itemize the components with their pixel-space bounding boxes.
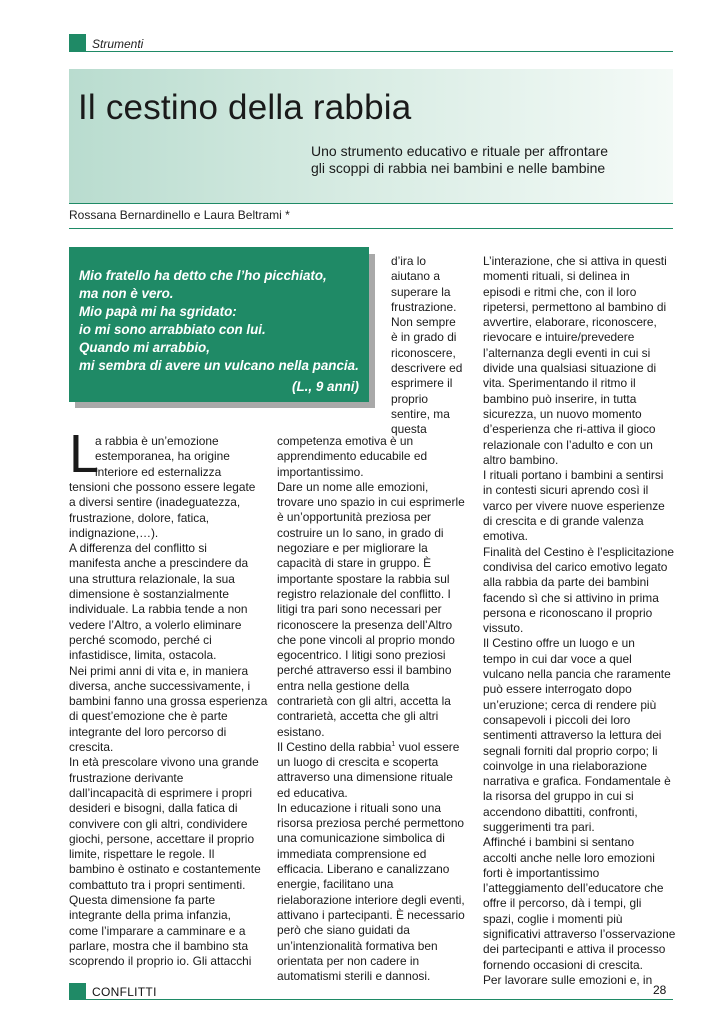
footer-marker bbox=[69, 983, 86, 1000]
column-2-text-b bbox=[277, 755, 472, 984]
text-line: vissuto. bbox=[483, 621, 524, 636]
column-3-text bbox=[483, 254, 675, 988]
quote-signature: (L., 9 anni) bbox=[292, 379, 359, 394]
text-line: frustrazione. bbox=[391, 299, 457, 314]
text-line: superare la bbox=[391, 284, 451, 299]
text-line: Nei primi anni di vita e, in maniera bbox=[69, 663, 249, 678]
text-line: desideri e bisogni, dalla fatica di bbox=[69, 801, 238, 816]
text-line: bambino è ostinato e costantemente bbox=[69, 862, 261, 877]
text-line: d’ira lo bbox=[391, 254, 427, 268]
text-line: immediata comprensione ed bbox=[277, 846, 427, 861]
dropcap-paragraph bbox=[69, 424, 269, 484]
text-line: fornendo occasioni di crescita. bbox=[483, 957, 643, 972]
text-line: divide una qualsiasi situazione di bbox=[483, 361, 657, 376]
text-line: Affinché i bambini si sentano bbox=[483, 835, 635, 850]
text-line: risorsa preziosa perché permettono bbox=[277, 816, 465, 831]
text-line: L’interazione, che si attiva in questi bbox=[483, 254, 667, 268]
text-line: dei partecipanti e attiva il processo bbox=[483, 942, 666, 957]
text-line: a rabbia è un’emozione bbox=[95, 434, 219, 448]
subtitle-line: gli scoppi di rabbia nei bambini e nelle bambine bbox=[311, 160, 606, 176]
quote-line: Mio fratello ha detto che l’ho picchiato, bbox=[79, 268, 327, 283]
text-line: bambino può inserire, in tutta bbox=[483, 391, 637, 406]
text-line: offre il percorso, dà i tempi, gli bbox=[483, 896, 642, 911]
text-line: forti è importantissimo bbox=[483, 865, 600, 880]
quote-line: Mio papà mi ha sgridato: bbox=[79, 304, 237, 319]
text-line: perché scomodo, perché ci bbox=[69, 632, 212, 647]
text-line: è un’opportunità preziosa per bbox=[277, 510, 432, 525]
text-line: egocentrico. I litigi sono preziosi bbox=[277, 648, 446, 663]
text-line: energie, facilitano una bbox=[277, 877, 394, 892]
text-line: automatismi sterili e dannosi. bbox=[277, 969, 431, 984]
text-line: attivano i partecipanti. È necessario bbox=[277, 907, 465, 922]
drop-cap: L bbox=[69, 424, 100, 484]
quote-line: mi sembra di avere un vulcano nella pancia. bbox=[79, 358, 359, 373]
authors-rule bbox=[69, 228, 673, 229]
text-line: esprimere il bbox=[391, 376, 453, 391]
text-line: contrarietà, accetta che gli altri bbox=[277, 709, 439, 724]
text-line: Il Cestino della rabbia bbox=[277, 740, 392, 754]
text-line: di quest’emozione che è parte bbox=[69, 709, 228, 724]
text-line: spazi, coglie i momenti più bbox=[483, 911, 623, 926]
text-line: importante spostare la rabbia sul bbox=[277, 571, 450, 586]
text-line: integrante del loro percorso di bbox=[69, 724, 227, 739]
column-1-text bbox=[69, 480, 269, 970]
text-line: rievocare e intuire/prevedere bbox=[483, 330, 635, 345]
text-line: frustrazione derivante bbox=[69, 770, 184, 785]
article-authors: Rossana Bernardinello e Laura Beltrami * bbox=[69, 208, 290, 222]
text-line: l’alternanza degli eventi in cui si bbox=[483, 345, 651, 360]
text-line: altro bambino. bbox=[483, 452, 559, 467]
text-line: ripetersi, permettono al bambino di bbox=[483, 299, 667, 314]
text-line: dall’incapacità di esprimere i propri bbox=[69, 785, 253, 800]
text-line: parlare, mostra che il bambino sta bbox=[69, 938, 249, 953]
text-line: emotiva. bbox=[483, 529, 528, 544]
text-line: individuale. La rabbia tende a non bbox=[69, 602, 248, 617]
text-line: momenti rituali, si delinea in bbox=[483, 269, 630, 284]
text-line: vita. Sperimentando il ritmo il bbox=[483, 376, 636, 391]
footnote-line bbox=[277, 740, 459, 755]
text-line: diversa, anche successivamente, i bbox=[69, 678, 251, 693]
text-line: Per lavorare sulle emozioni e, in bbox=[483, 972, 653, 987]
text-line: sentire, ma bbox=[391, 406, 450, 421]
text-line: relazionale con l’adulto e con un bbox=[483, 437, 653, 452]
section-marker bbox=[69, 34, 86, 51]
article-subtitle bbox=[311, 143, 671, 177]
text-line: In educazione i rituali sono una bbox=[277, 800, 441, 815]
text-line: negoziare e per migliorare la bbox=[277, 541, 428, 556]
text-line: una struttura relazionale, la sua bbox=[69, 571, 235, 586]
dropcap-lines bbox=[95, 434, 230, 480]
text-line: episodi e ritmi che, con il loro bbox=[483, 284, 637, 299]
text-line: limite, rispettare le regole. Il bbox=[69, 847, 215, 862]
text-line: esistano. bbox=[277, 724, 325, 739]
text-line: che pone vincoli al proprio mondo bbox=[277, 632, 455, 647]
text-line: a diversi sentire (inadeguatezza, bbox=[69, 495, 241, 510]
text-line: può essere interrogato dopo bbox=[483, 682, 632, 697]
footnote-ref[interactable]: 1 bbox=[391, 741, 396, 749]
text-line: giochi, persone, accettare il proprio bbox=[69, 831, 255, 846]
text-line: importantissimo. bbox=[277, 464, 364, 479]
text-line: alla rabbia da parte dei bambini bbox=[483, 575, 649, 590]
quote-line: ma non è vero. bbox=[79, 286, 174, 301]
text-line: è in grado di bbox=[391, 330, 457, 345]
text-line: registro relazionale del conflitto. I bbox=[277, 586, 451, 601]
subtitle-line: Uno strumento educativo e rituale per affrontare bbox=[311, 143, 609, 159]
text-line: suggerimenti tra pari. bbox=[483, 819, 595, 834]
text-line: entra nella gestione della bbox=[277, 678, 410, 693]
text-line: manifesta anche a prescindere da bbox=[69, 556, 249, 571]
text-line: narrativa e grafica. Fondamentale è bbox=[483, 774, 671, 789]
quote-line: Quando mi arrabbio, bbox=[79, 340, 210, 355]
text-line: costruire un Io sano, in grado di bbox=[277, 525, 444, 540]
text-line: segnali forniti dal proprio corpo; li bbox=[483, 743, 658, 758]
text-line: sicurezza, un nuovo momento bbox=[483, 406, 642, 421]
text-line: I rituali portano i bambini a sentirsi bbox=[483, 468, 664, 483]
quote-line: io mi sono arrabbiato con lui. bbox=[79, 322, 266, 337]
text-line: una comunicazione simbolica di bbox=[277, 831, 445, 846]
text-line: vedere l’Altro, a volerlo eliminare bbox=[69, 617, 242, 632]
article-title: Il cestino della rabbia bbox=[78, 88, 412, 127]
text-line: trovare uno spazio in cui esprimerle bbox=[277, 495, 465, 510]
text-line: facendo sì che si attivino in prima bbox=[483, 590, 659, 605]
column-2-text bbox=[277, 434, 472, 740]
text-line: Non sempre bbox=[391, 315, 456, 330]
text-line: dimensione è sostanzialmente bbox=[69, 587, 229, 602]
text-line: descrivere ed bbox=[391, 361, 463, 376]
text-line: tensioni che possono essere legate bbox=[69, 480, 256, 494]
text-line: accolti anche nelle loro emozioni bbox=[483, 850, 655, 865]
text-line: d’esperienza che ri-attiva il gioco bbox=[483, 422, 656, 437]
page-number: 28 bbox=[653, 983, 667, 997]
journal-name: CONFLITTI bbox=[92, 985, 157, 999]
text-line: frustrazione, dolore, fatica, bbox=[69, 510, 210, 525]
text-line: varco per vivere nuove esperienze bbox=[483, 498, 665, 513]
text-line: interiore ed esternalizza bbox=[95, 464, 222, 479]
text-line: vuol essere bbox=[395, 740, 460, 754]
text-line: Questa dimensione fa parte bbox=[69, 893, 216, 908]
text-line: persona e riconoscano il proprio bbox=[483, 605, 653, 620]
text-line: orientata per non cadere in bbox=[277, 953, 420, 968]
text-line: Finalità del Cestino è l’esplicitazione bbox=[483, 544, 675, 559]
text-line: crescita. bbox=[69, 740, 114, 755]
text-line: rielaborazione interiore degli eventi, bbox=[277, 892, 465, 907]
text-line: contrarietà con gli altri, accetta la bbox=[277, 694, 451, 709]
text-line: di crescita e di grande valenza bbox=[483, 514, 644, 529]
text-line: un luogo di crescita e scoperta bbox=[277, 755, 439, 769]
text-line: bambini fanno una grossa esperienza bbox=[69, 694, 268, 709]
text-line: un’eruzione; cerca di rendere più bbox=[483, 697, 657, 712]
text-line: attraverso una dimensione rituale bbox=[277, 770, 453, 785]
text-line: l’atteggiamento dell’educatore che bbox=[483, 881, 664, 896]
text-line: apprendimento educabile ed bbox=[277, 449, 428, 464]
text-line: riconoscere la presenza dell’Altro bbox=[277, 617, 453, 632]
text-line: A differenza del conflitto si bbox=[69, 541, 207, 556]
text-line: significativi attraverso l’osservazione bbox=[483, 927, 676, 942]
text-line: scoprendo il proprio io. Gli attacchi bbox=[69, 954, 252, 969]
text-line: indignazione,…). bbox=[69, 525, 159, 540]
text-line: consapevoli i piccoli dei loro bbox=[483, 712, 631, 727]
text-line: combattuto tra i propri sentimenti. bbox=[69, 877, 246, 892]
text-line: accendono dibattiti, confronti, bbox=[483, 804, 638, 819]
text-line: perché attraverso essi il bambino bbox=[277, 663, 452, 678]
text-line: proprio bbox=[391, 391, 429, 406]
text-line: In età prescolare vivono una grande bbox=[69, 755, 259, 770]
title-rule bbox=[69, 203, 673, 204]
text-line: tempo in cui dar voce a quel bbox=[483, 651, 632, 666]
pull-quote bbox=[69, 247, 369, 402]
text-line: la risorsa del gruppo in cui si bbox=[483, 789, 634, 804]
text-line: litigi tra pari sono necessari per bbox=[277, 602, 442, 617]
text-line: estemporanea, ha origine bbox=[95, 449, 230, 464]
text-line: Dare un nome alle emozioni, bbox=[277, 479, 429, 494]
text-line: riconoscere, bbox=[391, 345, 456, 360]
text-line: sentimenti attraverso la lettura dei bbox=[483, 728, 662, 743]
text-line: capacità di stare in gruppo. È bbox=[277, 556, 432, 571]
text-line: però che siano guidati da bbox=[277, 923, 410, 938]
header-rule bbox=[69, 51, 673, 52]
text-line: un’intenzionalità formativa ben bbox=[277, 938, 438, 953]
column-2-wrap-text bbox=[391, 254, 471, 438]
text-line: integrante della prima infanzia, bbox=[69, 908, 231, 923]
section-label: Strumenti bbox=[92, 37, 144, 51]
text-line: avvertire, elaborare, riconoscere, bbox=[483, 315, 657, 330]
text-line: questa bbox=[391, 422, 427, 437]
text-line: Il Cestino offre un luogo e un bbox=[483, 636, 635, 651]
text-line: competenza emotiva è un bbox=[277, 434, 414, 448]
text-line: ed educativa. bbox=[277, 785, 348, 800]
text-line: in contesti sicuri aprendo così il bbox=[483, 483, 649, 498]
text-line: coinvolge in una rielaborazione bbox=[483, 758, 647, 773]
text-line: infastidisce, limita, ostacola. bbox=[69, 648, 217, 663]
text-line: condivisa del carico emotivo legato bbox=[483, 559, 668, 574]
text-line: come l’imparare a camminare e a bbox=[69, 923, 246, 938]
footer-rule bbox=[69, 999, 673, 1000]
text-line: vulcano nella pancia che raramente bbox=[483, 667, 671, 682]
text-line: aiutano a bbox=[391, 269, 440, 284]
text-line: efficacia. Liberano e canalizzano bbox=[277, 862, 450, 877]
text-line: convivere con gli altri, condividere bbox=[69, 816, 248, 831]
